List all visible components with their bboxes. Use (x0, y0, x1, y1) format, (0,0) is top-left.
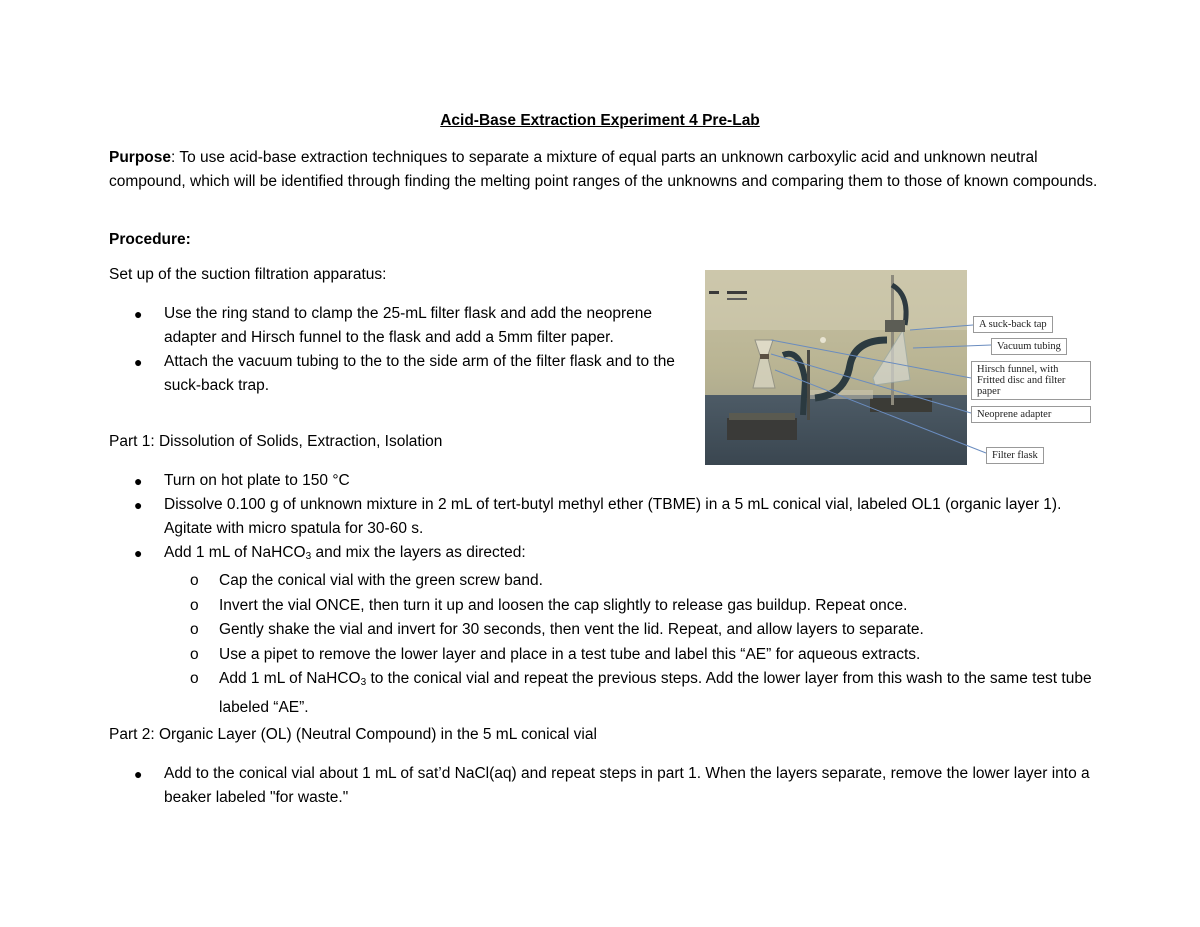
purpose-paragraph (109, 146, 1099, 194)
setup-list (109, 302, 689, 398)
callout-label-neoprene-adapter: Neoprene adapter (971, 406, 1091, 423)
list-item (109, 762, 1099, 810)
sub-list-item (109, 569, 1099, 594)
list-item (109, 493, 1099, 541)
sub-list-item-text: Invert the vial ONCE, then turn it up and loosen the cap slightly to release gas buildup. Repeat once. (219, 596, 908, 614)
sub-bullet-marker: o (190, 596, 199, 614)
list-item-text: Turn on hot plate to 150 °C (164, 472, 350, 489)
sub-list-item (109, 643, 1099, 668)
sub-list-item-text-post: to the conical vial and repeat the previous steps. Add the lower layer from this wash to the same test tube labeled “AE”. (219, 670, 1092, 716)
list-item-text: Use the ring stand to clamp the 25-mL filter flask and add the neoprene adapter and Hirsch funnel to the flask and add a 5mm filter paper. (164, 305, 652, 346)
list-item (109, 350, 689, 398)
list-item-text: Attach the vacuum tubing to the to the side arm of the filter flask and to the suck-back trap. (164, 353, 675, 394)
callout-label-suck-back-tap: A suck-back tap (973, 316, 1053, 333)
part2-heading: Part 2: Organic Layer (OL) (Neutral Compound) in the 5 mL conical vial (109, 726, 597, 743)
list-item-text-pre: Add 1 mL of NaHCO (164, 544, 306, 561)
sub-bullet-marker: o (190, 621, 199, 638)
setup-heading: Set up of the suction filtration apparatus: (109, 266, 387, 283)
subscript: 3 (360, 677, 367, 688)
sub-list-item (109, 594, 1099, 619)
sub-list-item-text: Cap the conical vial with the green screw band. (219, 572, 543, 589)
part1-list (109, 469, 1099, 720)
sub-list-item (109, 618, 1099, 643)
callout-label-hirsch-funnel: Hirsch funnel, with Fritted disc and filter paper (971, 361, 1091, 400)
bullet-marker: ● (134, 306, 143, 322)
sub-list-item (109, 667, 1099, 720)
callout-label-vacuum-tubing: Vacuum tubing (991, 338, 1067, 355)
callout-label-filter-flask: Filter flask (986, 447, 1044, 464)
purpose-text: : To use acid-base extraction techniques to separate a mixture of equal parts an unknown carboxylic acid and unknown neutral compound, which will be identified through finding the melting point ranges of the unknowns and comparing them to those of known compounds. (109, 149, 1098, 190)
sub-list-item-text-pre: Add 1 mL of NaHCO (219, 670, 361, 687)
bullet-marker: ● (134, 545, 143, 561)
purpose-label: Purpose (109, 149, 172, 166)
page-title: Acid-Base Extraction Experiment 4 Pre-Lab (440, 112, 760, 129)
part2-list (109, 762, 1099, 810)
bullet-marker: ● (134, 354, 143, 370)
list-item (109, 302, 689, 350)
sub-bullet-marker: o (190, 670, 199, 687)
sub-bullet-marker: o (190, 572, 199, 589)
list-item (109, 541, 1099, 569)
sub-list-item-text: Use a pipet to remove the lower layer and place in a test tube and label this “AE” for aqueous extracts. (219, 645, 921, 663)
subscript: 3 (305, 551, 312, 562)
list-item (109, 469, 1099, 493)
sub-list-item-text: Gently shake the vial and invert for 30 seconds, then vent the lid. Repeat, and allow layers to separate. (219, 621, 924, 638)
list-item-text: Dissolve 0.100 g of unknown mixture in 2 mL of tert-butyl methyl ether (TBME) in a 5 mL conical vial, labeled OL1 (organic layer 1). Agitate with micro spatula for 30-60 s. (164, 496, 1062, 537)
bullet-marker: ● (134, 766, 143, 782)
part1-heading: Part 1: Dissolution of Solids, Extraction, Isolation (109, 433, 443, 450)
bullet-marker: ● (134, 473, 143, 489)
procedure-heading: Procedure: (109, 231, 191, 248)
bullet-marker: ● (134, 497, 143, 513)
list-item-text: Add to the conical vial about 1 mL of sat’d NaCl(aq) and repeat steps in part 1. When the layers separate, remove the lower layer into a beaker labeled "for waste." (164, 765, 1090, 806)
list-item-text-post: and mix the layers as directed: (311, 544, 526, 561)
sub-bullet-marker: o (190, 645, 199, 663)
apparatus-figure (705, 270, 1090, 470)
